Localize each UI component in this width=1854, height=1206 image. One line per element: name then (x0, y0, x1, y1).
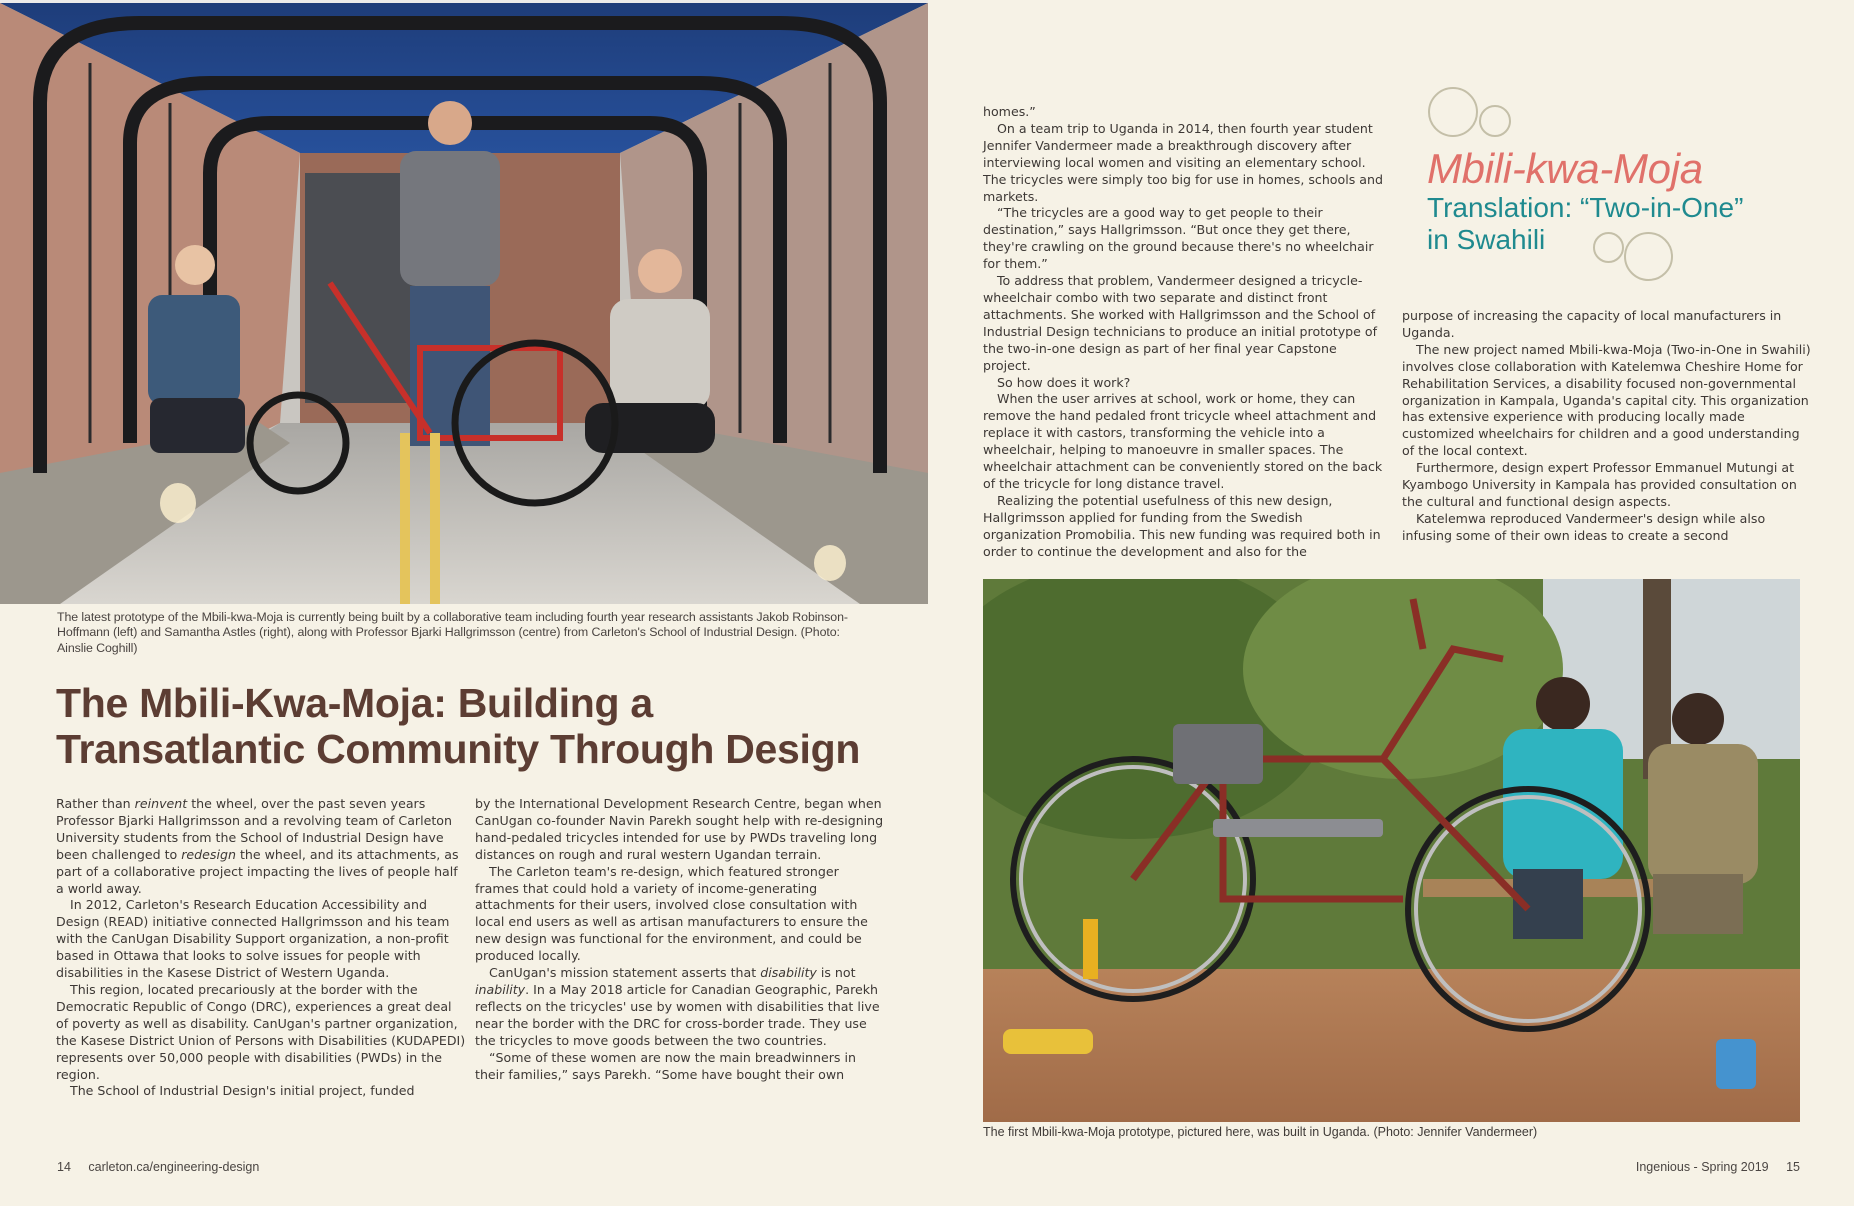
paragraph: purpose of increasing the capacity of local manufacturers in Uganda. (1402, 308, 1782, 340)
body-column-4 (1402, 308, 1812, 545)
paragraph: Furthermore, design expert Professor Emmanuel Mutungi at Kyambogo University in Kampala has provided consultation on the cultural and functional design aspects. (1402, 460, 1797, 509)
page-number-left: 14 (57, 1160, 71, 1174)
paragraph: homes.” (983, 104, 1036, 119)
paragraph: So how does it work? (997, 374, 1131, 390)
publication-name: Ingenious - Spring 2019 (1635, 1160, 1769, 1174)
sidebar-heading (1427, 146, 1827, 256)
title-line-1: The Mbili-Kwa-Moja: Building a (56, 680, 653, 726)
page-number-right: 15 (1786, 1160, 1800, 1174)
paragraph: On a team trip to Uganda in 2014, then fourth year student Jennifer Vandermeer made a breakthrough discovery after interviewing local women and visiting an elementary school. The tricycles were simply too big for use in homes, schools and markets. (983, 120, 1383, 204)
paragraph: This region, located precariously at the border with the Democratic Republic of Congo (DRC), experiences a great deal of poverty as well as disability. CanUgan's partner organization, the Kasese District Union of Persons with Disabilities (KUDAPEDI) represents over 50,000 people with disabilities (PWDs) in the region. (56, 981, 466, 1082)
footer-left (57, 1160, 259, 1174)
paragraph: To address that problem, Vandermeer designed a tricycle-wheelchair combo with two separate and distinct front attachments. She worked with Hallgrimsson and the School of Industrial Design technicians to produce an initial prototype of the two-in-one design as part of her final year Capstone project. (983, 273, 1378, 373)
body-column-3 (983, 104, 1383, 560)
sidebar-subtitle-line-2: in Swahili (1427, 224, 1546, 255)
paragraph: CanUgan's mission statement asserts that disability is not inability. In a May 2018 article for Canadian Geographic, Parekh reflects on the tricycles' use by women with disabilities that live near the border with the DRC for cross-border trade. They use the tricycles to move goods between the two countries. (475, 965, 880, 1048)
paragraph: When the user arrives at school, work or home, they can remove the hand pedaled front tricycle wheel attachment and replace it with castors, transforming the vehicle into a wheelchair, helping to manoeuvre in smaller spaces. The wheelchair attachment can be conveniently stored on the back of the tricycle for long distance travel. (983, 391, 1383, 491)
prototype-photo-uganda (983, 579, 1800, 1122)
paragraph: “The tricycles are a good way to get people to their destination,” says Hallgrimsson. “But once they get there, they're crawling on the ground because there's no wheelchair for them.” (983, 205, 1374, 272)
paragraph: The new project named Mbili-kwa-Moja (Two-in-One in Swahili) involves close collaboration with Katelemwa Cheshire Home for Rehabilitation Services, a disability focused non-governmental organization in Kampala, Uganda's capital city. This organization has extensive experience with producing locally made customized wheelchairs for children and a good understanding of the local context. (1402, 341, 1811, 459)
footer-right (1636, 1160, 1800, 1174)
article-title (56, 680, 886, 772)
decorative-circle-icon (1428, 87, 1478, 137)
paragraph: Rather than reinvent the wheel, over the past seven years Professor Bjarki Hallgrimsson and a revolving team of Carleton University students from the School of Industrial Design have been challenged to redesign the wheel, and its attachments, as part of a collaborative project impacting the lives of people half a world away. (56, 796, 459, 896)
photo-caption-right: The first Mbili-kwa-Moja prototype, pictured here, was built in Uganda. (Photo: Jennifer Vandermeer) (983, 1125, 1538, 1139)
paragraph: The School of Industrial Design's initial project, funded (70, 1083, 415, 1099)
photo-illustration (0, 3, 928, 604)
paragraph: The Carleton team's re-design, which featured stronger frames that could hold a variety of income-generating attachments for their users, involved close consultation with local end users as well as artisan manufacturers to ensure the new design was functional for the environment, and could be produced locally. (475, 863, 868, 964)
sidebar-title: Mbili-kwa-Moja (1427, 145, 1703, 192)
photo-illustration (983, 579, 1800, 1122)
sidebar-subtitle-line-1: Translation: “Two-in-One” (1427, 192, 1744, 223)
paragraph: Katelemwa reproduced Vandermeer's design while also infusing some of their own ideas to create a second (1402, 510, 1766, 543)
hero-photo-corridor (0, 3, 928, 604)
paragraph: Realizing the potential usefulness of this new design, Hallgrimsson applied for funding from the Swedish organization Promobilia. This new funding was required both in order to continue the development and also for the (983, 492, 1381, 559)
title-line-2: Transatlantic Community Through Design (56, 726, 861, 772)
footer-url: carleton.ca/engineering-design (88, 1160, 260, 1174)
paragraph: by the International Development Research Centre, began when CanUgan co-founder Navin Parekh sought help with re-designing hand-pedaled tricycles intended for use by PWDs traveling long distances on rough and rural western Ugandan terrain. (475, 796, 884, 862)
body-column-2 (475, 796, 885, 1083)
decorative-circle-icon (1479, 105, 1511, 137)
paragraph: In 2012, Carleton's Research Education Accessibility and Design (READ) initiative connected Hallgrimsson and his team with the CanUgan Disability Support organization, a non-profit based in Ottawa that looks to solve issues for people with disabilities in the Kasese District of Western Uganda. (56, 897, 450, 981)
body-column-1 (56, 796, 466, 1100)
paragraph: “Some of these women are now the main breadwinners in their families,” says Parekh. “Some have bought their own (475, 1049, 856, 1082)
photo-caption-left: The latest prototype of the Mbili-kwa-Moja is currently being built by a collaborative team including fourth year research assistants Jakob Robinson-Hoffmann (left) and Samantha Astles (right), along with Professor Bjarki Hallgrimsson (centre) from Carleton's School of Industrial Design. (Photo: Ainslie Coghill) (57, 610, 848, 655)
